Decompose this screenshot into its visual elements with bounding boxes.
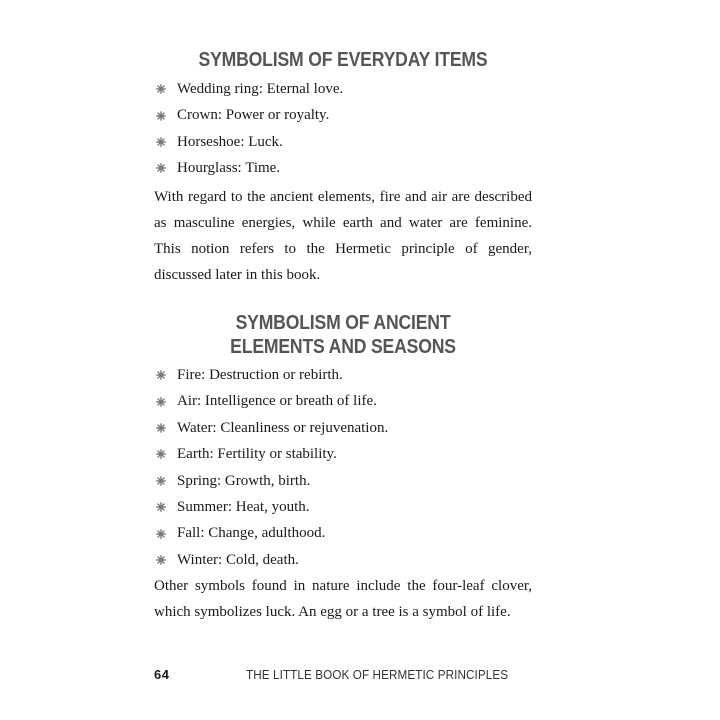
page-number: 64 (154, 667, 170, 682)
starburst-bullet-icon (156, 163, 166, 173)
list-item (154, 547, 532, 573)
section-heading-line: SYMBOLISM OF ANCIENT (235, 312, 451, 334)
starburst-bullet-icon (156, 137, 166, 147)
starburst-bullet-icon (156, 84, 166, 94)
book-page (154, 0, 532, 720)
list-item (154, 388, 532, 414)
section-heading-line: ELEMENTS AND SEASONS (230, 336, 456, 358)
list-item-text: Spring: Growth, birth. (177, 472, 311, 489)
starburst-bullet-icon (156, 476, 166, 486)
list-item (154, 520, 532, 546)
list-item (154, 415, 532, 441)
running-title: THE LITTLE BOOK OF HERMETIC PRINCIPLES (246, 667, 509, 682)
starburst-bullet-icon (156, 111, 166, 121)
list-item-text: Fall: Change, adulthood. (177, 525, 326, 542)
section-heading-ancient-elements (177, 311, 510, 359)
starburst-bullet-icon (156, 555, 166, 565)
list-item (154, 441, 532, 467)
starburst-bullet-icon (156, 502, 166, 512)
list-item-text: Summer: Heat, youth. (177, 498, 310, 515)
list-item-text: Fire: Destruction or rebirth. (177, 367, 343, 383)
list-item (154, 129, 532, 155)
page-footer (154, 667, 532, 687)
body-paragraph-elements-gender: With regard to the ancient elements, fire and air are described as masculine energies, while earth and water are feminine. This notion refers to the Hermetic principle of gender, discussed later in this book. (154, 189, 532, 283)
elements-seasons-list (154, 362, 532, 573)
list-item (154, 362, 532, 388)
list-item-text: Water: Cleanliness or rejuvenation. (177, 419, 389, 436)
list-item-text: Crown: Power or royalty. (177, 107, 330, 124)
list-item-text: Winter: Cold, death. (177, 551, 299, 568)
list-item (154, 76, 532, 102)
list-item-text: Earth: Fertility or stability. (177, 446, 337, 463)
body-paragraph-nature-symbols: Other symbols found in nature include the four-leaf clover, which symbolizes luck. An egg or a tree is a symbol of life. (154, 578, 532, 620)
starburst-bullet-icon (156, 449, 166, 459)
list-item-text: Wedding ring: Eternal love. (177, 81, 344, 97)
everyday-items-list (154, 76, 532, 182)
list-item (154, 468, 532, 494)
list-item (154, 494, 532, 520)
list-item-text: Hourglass: Time. (177, 160, 281, 177)
starburst-bullet-icon (156, 423, 166, 433)
starburst-bullet-icon (156, 529, 166, 539)
list-item-text: Horseshoe: Luck. (177, 133, 283, 150)
list-item (154, 102, 532, 128)
list-item-text: Air: Intelligence or breath of life. (177, 393, 377, 410)
list-item (154, 155, 532, 181)
section-heading-everyday-items: SYMBOLISM OF EVERYDAY ITEMS (198, 49, 488, 71)
starburst-bullet-icon (156, 370, 166, 380)
starburst-bullet-icon (156, 397, 166, 407)
